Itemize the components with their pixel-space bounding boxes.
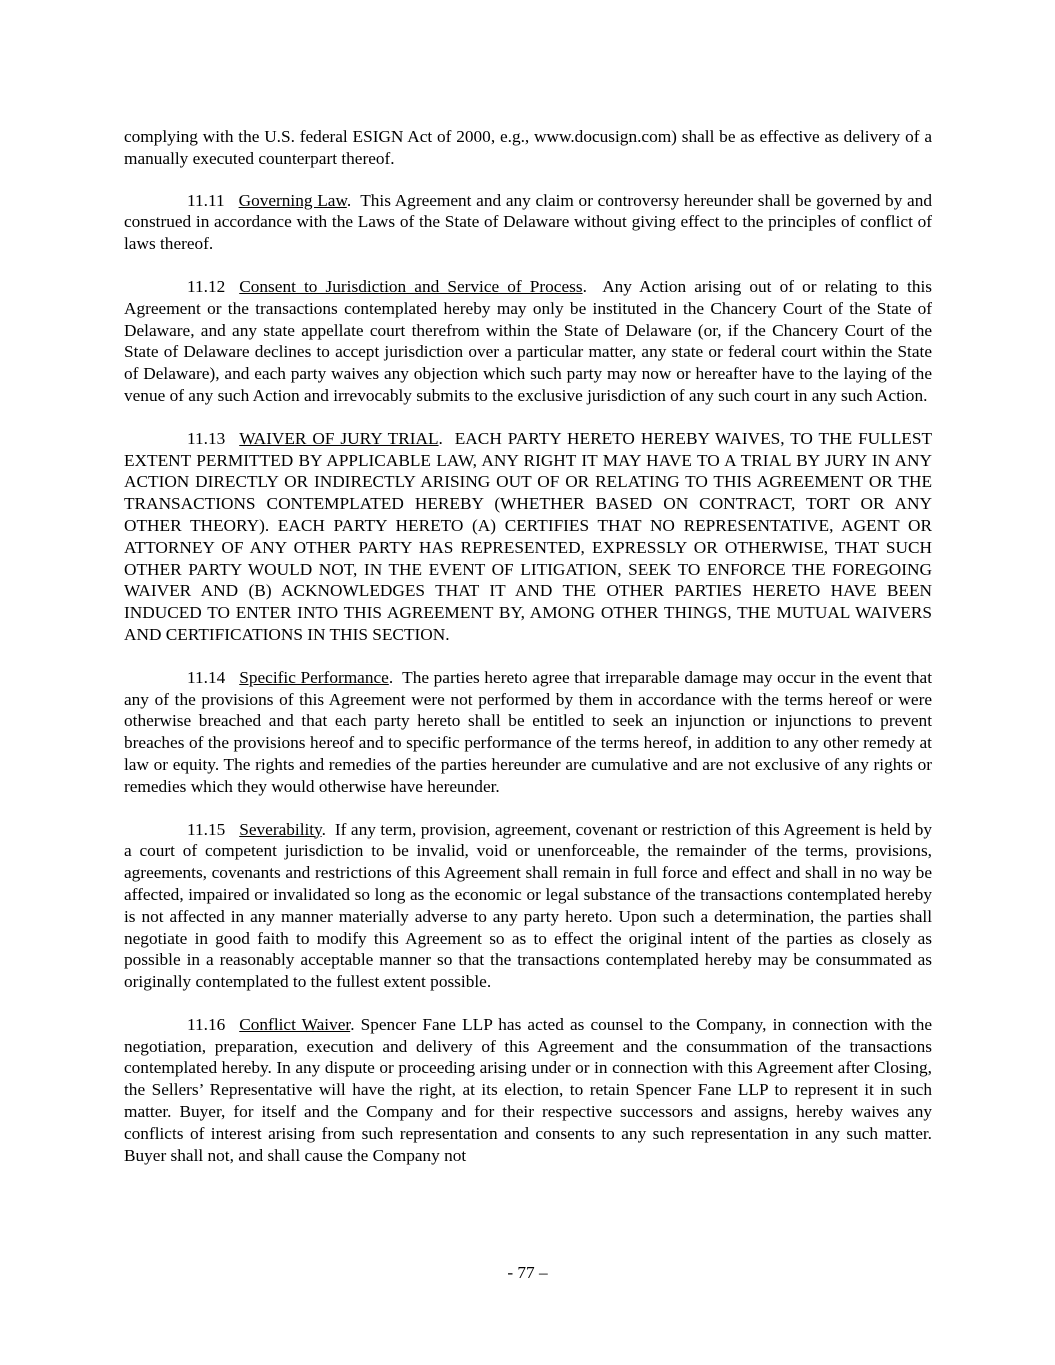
heading-punctuation: . [346,190,361,210]
section-body: This Agreement and any claim or controversy hereunder shall be governed by and construed in accordance with the Laws of the State of Delaware without giving effect to the principles of conflict of laws thereof. [124,190,932,254]
heading-punctuation: . [350,1014,361,1034]
document-page [124,126,932,1187]
section-heading: Severability [239,819,322,839]
heading-punctuation: . [438,428,455,448]
continuation-paragraph: complying with the U.S. federal ESIGN Act of 2000, e.g., www.docusign.com) shall be as effective as delivery of a manually executed counterpart thereof. [124,127,932,168]
section-11-14 [124,667,932,798]
section-number: 11.14 [187,667,226,687]
section-11-13 [124,428,932,646]
section-body: The parties hereto agree that irreparable damage may occur in the event that any of the provisions of this Agreement were not performed by them in accordance with the terms hereof or were otherwise breached and that each party hereto shall be entitled to seek an injunction or injunctions to prevent breaches of the provisions hereof and to specific performance of the terms hereof, in addition to any other remedy at law or equity. The rights and remedies of the parties hereunder are cumulative and are not exclusive of any rights or remedies which they would otherwise have hereunder. [124,667,932,796]
section-number: 11.16 [187,1014,226,1034]
section-heading: Governing Law [238,190,347,210]
section-number: 11.15 [187,819,226,839]
section-body: Spencer Fane LLP has acted as counsel to the Company, in connection with the negotiation, preparation, execution and delivery of this Agreement and the consummation of the transactions contemplated hereby. In any dispute or proceeding arising under or in connection with this Agreement after Closing, the Sellers’ Representative will have the right, at its election, to retain Spencer Fane LLP to represent it in such matter. Buyer, for itself and the Company and for their respective successors and assigns, hereby waives any conflicts of interest arising from such representation and consents to any such representation in any such matter. Buyer shall not, and shall cause the Company not [124,1014,933,1165]
section-number: 11.11 [187,190,225,210]
section-number: 11.13 [187,428,226,448]
section-body: Any Action arising out of or relating to this Agreement or the transactions contemplated hereby may only be instituted in the Chancery Court of the State of Delaware, and any state appellate court therefrom within the State of Delaware (or, if the Chancery Court of the State of Delaware declines to accept jurisdiction over a particular matter, any state or federal court within the State of Delaware), and each party waives any objection which such party may now or hereafter have to the laying of the venue of any such Action and irrevocably submits to the exclusive jurisdiction of any such court in any such Action. [124,276,932,405]
heading-punctuation: . [388,667,403,687]
section-11-16 [124,1014,932,1167]
section-heading: WAIVER OF JURY TRIAL [239,428,439,448]
section-11-11 [124,190,932,255]
section-body: If any term, provision, agreement, covenant or restriction of this Agreement is held by a court of competent jurisdiction to be invalid, void or unenforceable, the remainder of the terms, provisions, agreements, covenants and restrictions of this Agreement shall remain in full force and effect and shall in no way be affected, impaired or invalidated so long as the economic or legal substance of the transactions contemplated hereby is not affected in any manner materially adverse to any party hereto. Upon such a determination, the parties shall negotiate in good faith to modify this Agreement so as to effect the original intent of the parties as closely as possible in a reasonably acceptable manner so that the transactions contemplated hereby may be consummated as originally contemplated to the fullest extent possible. [124,819,932,992]
section-heading: Conflict Waiver [239,1014,351,1034]
section-11-15 [124,819,932,993]
heading-punctuation: . [321,819,335,839]
section-body: EACH PARTY HERETO HEREBY WAIVES, TO THE FULLEST EXTENT PERMITTED BY APPLICABLE LAW, ANY RIGHT IT MAY HAVE TO A TRIAL BY JURY IN ANY ACTION DIRECTLY OR INDIRECTLY ARISING OUT OF OR RELATING TO THIS AGREEMENT OR THE TRANSACTIONS CONTEMPLATED HEREBY (WHETHER BASED ON CONTRACT, TORT OR ANY OTHER THEORY). EACH PARTY HERETO (A) CERTIFIES THAT NO REPRESENTATIVE, AGENT OR ATTORNEY OF ANY OTHER PARTY HAS REPRESENTED, EXPRESSLY OR OTHERWISE, THAT SUCH OTHER PARTY WOULD NOT, IN THE EVENT OF LITIGATION, SEEK TO ENFORCE THE FOREGOING WAIVER AND (B) ACKNOWLEDGES THAT IT AND THE OTHER PARTIES HERETO HAVE BEEN INDUCED TO ENTER INTO THIS AGREEMENT BY, AMONG OTHER THINGS, THE MUTUAL WAIVERS AND CERTIFICATIONS IN THIS SECTION. [124,428,932,644]
heading-punctuation: . [582,276,603,296]
section-number: 11.12 [187,276,226,296]
section-11-12 [124,276,932,407]
page-number: - 77 – [507,1263,548,1282]
section-heading: Specific Performance [239,667,389,687]
section-heading: Consent to Jurisdiction and Service of Process [239,276,583,296]
